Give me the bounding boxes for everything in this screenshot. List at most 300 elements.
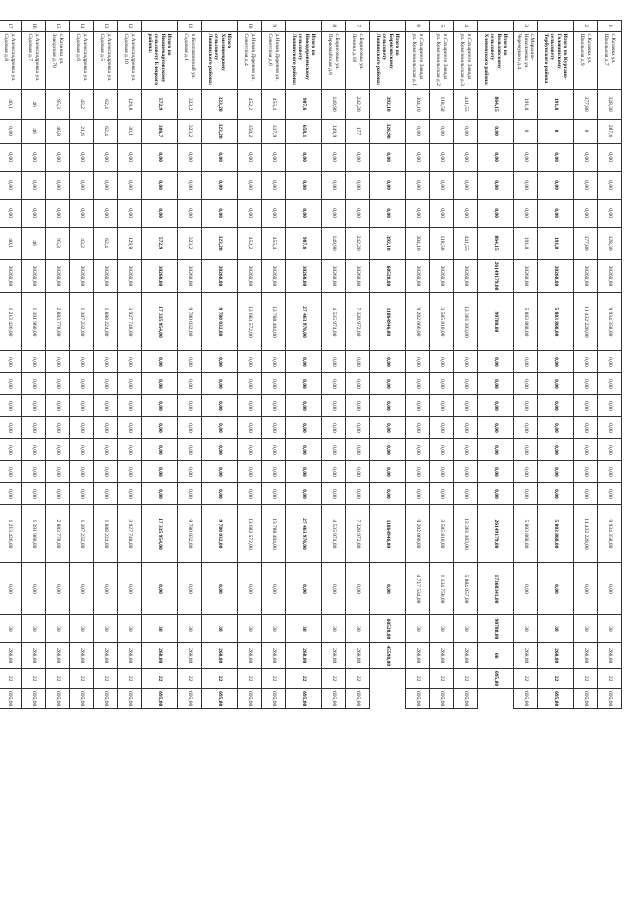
value-cell: 0,00 bbox=[454, 119, 478, 143]
value-cell: 0,00 bbox=[46, 483, 70, 505]
value-cell: 864,15 bbox=[478, 89, 514, 119]
value-cell: 9 780 032,00 bbox=[202, 293, 238, 351]
value-cell: 306,7 bbox=[142, 119, 178, 143]
value-cell: 0,00 bbox=[262, 417, 286, 439]
value-cell: 0,00 bbox=[346, 483, 370, 505]
value-cell: 0,00 bbox=[478, 483, 514, 505]
value-cell: 452,2 bbox=[238, 89, 262, 119]
value-cell: 22 bbox=[322, 669, 346, 689]
value-cell: 0,00 bbox=[430, 483, 454, 505]
value-cell: 0,00 bbox=[178, 171, 202, 199]
value-cell: 118,50 bbox=[430, 227, 454, 259]
value-cell: 30260,00 bbox=[22, 259, 46, 293]
value-cell: 0,00 bbox=[142, 563, 178, 615]
value-cell: 0,00 bbox=[118, 417, 142, 439]
value-cell: 695,00 bbox=[238, 689, 262, 709]
table-row bbox=[598, 21, 622, 709]
value-cell: 0,00 bbox=[454, 351, 478, 373]
value-cell: 0,00 bbox=[538, 563, 574, 615]
value-cell: 22 bbox=[118, 669, 142, 689]
value-cell: 0,00 bbox=[142, 461, 178, 483]
value-cell: 11 432 228,00 bbox=[574, 505, 598, 563]
value-cell: 4 535 974,00 bbox=[322, 505, 346, 563]
value-cell: 0,00 bbox=[538, 373, 574, 395]
value-cell: 0,00 bbox=[574, 373, 598, 395]
value-cell: 0,00 bbox=[94, 171, 118, 199]
row-number bbox=[538, 21, 574, 32]
value-cell: 0,00 bbox=[22, 373, 46, 395]
value-cell: 1 213 426,00 bbox=[0, 505, 22, 563]
value-cell: 0,00 bbox=[346, 373, 370, 395]
value-cell: 0,00 bbox=[346, 199, 370, 227]
value-cell: 0,00 bbox=[178, 395, 202, 417]
value-cell: 17368341,00 bbox=[478, 563, 514, 615]
value-cell: 0,00 bbox=[202, 563, 238, 615]
value-cell: 0,00 bbox=[538, 143, 574, 171]
value-cell: 62,4 bbox=[94, 227, 118, 259]
row-number: 3 bbox=[514, 21, 538, 32]
value-cell: 40,1 bbox=[0, 89, 22, 119]
value-cell: 0,00 bbox=[70, 461, 94, 483]
address-cell: п.Сахарного Завода ул. Комсомольская д.3 bbox=[454, 31, 478, 89]
value-cell: 0,00 bbox=[322, 199, 346, 227]
value-cell: 0,00 bbox=[598, 395, 622, 417]
value-cell: 0,00 bbox=[370, 143, 406, 171]
value-cell: 0,00 bbox=[46, 199, 70, 227]
value-cell: 260,00 bbox=[142, 643, 178, 669]
value-cell: 0,00 bbox=[430, 199, 454, 227]
value-cell: 0,00 bbox=[598, 483, 622, 505]
table-total-row bbox=[370, 21, 406, 709]
value-cell: 695,00 bbox=[406, 689, 430, 709]
value-cell: 11 432 228,00 bbox=[574, 293, 598, 351]
value-cell: 452,2 bbox=[238, 227, 262, 259]
value-cell: 0,00 bbox=[346, 395, 370, 417]
value-cell: 0,00 bbox=[346, 417, 370, 439]
value-cell: 242,20 bbox=[346, 89, 370, 119]
value-cell: 0,00 bbox=[538, 351, 574, 373]
value-cell: 0,00 bbox=[574, 461, 598, 483]
value-cell: 260,00 bbox=[598, 643, 622, 669]
value-cell: 0,00 bbox=[322, 417, 346, 439]
value-cell: 30 bbox=[346, 615, 370, 643]
value-cell: 22 bbox=[406, 669, 430, 689]
row-number: 7 bbox=[346, 21, 370, 32]
value-cell: 323,20 bbox=[202, 89, 238, 119]
row-number bbox=[142, 21, 178, 32]
value-cell: 0,00 bbox=[262, 143, 286, 171]
value-cell: 0,00 bbox=[118, 143, 142, 171]
value-cell: 9 934 358,00 bbox=[598, 505, 622, 563]
value-cell: 0,00 bbox=[94, 563, 118, 615]
value-cell: 0,00 bbox=[262, 395, 286, 417]
address-cell: д.Александровка ул. Садовая д.5 bbox=[94, 31, 118, 89]
value-cell: 0,00 bbox=[514, 171, 538, 199]
value-cell: 30260,00 bbox=[178, 259, 202, 293]
row-number: 15 bbox=[46, 21, 70, 32]
value-cell: 0,00 bbox=[346, 143, 370, 171]
value-cell: 4 717 534,00 bbox=[406, 563, 430, 615]
value-cell: 0,00 bbox=[178, 417, 202, 439]
value-cell: 0,00 bbox=[238, 373, 262, 395]
value-cell: 0,00 bbox=[514, 351, 538, 373]
value-cell: 1 888 224,00 bbox=[94, 505, 118, 563]
value-cell: 0,00 bbox=[286, 395, 322, 417]
value-cell: 0,00 bbox=[406, 395, 430, 417]
value-cell: 0,00 bbox=[430, 373, 454, 395]
address-cell: д.Новая Деревня ул. Советская д.4 bbox=[238, 31, 262, 89]
value-cell: 90780,00 bbox=[478, 293, 514, 351]
value-cell: 0,00 bbox=[286, 563, 322, 615]
value-cell: 0,00 bbox=[430, 395, 454, 417]
value-cell: 260,00 bbox=[574, 643, 598, 669]
value-cell: 0 bbox=[514, 119, 538, 143]
value-cell: 0,00 bbox=[238, 395, 262, 417]
value-cell: 46 bbox=[22, 227, 46, 259]
value-cell: 0,00 bbox=[118, 199, 142, 227]
value-cell: 0,00 bbox=[346, 171, 370, 199]
value-cell: 30260,00 bbox=[514, 259, 538, 293]
value-cell: 0,00 bbox=[0, 119, 22, 143]
value-cell: 0,00 bbox=[178, 351, 202, 373]
value-cell: 0,00 bbox=[370, 439, 406, 461]
value-cell: 0,00 bbox=[286, 171, 322, 199]
value-cell: 13 683 572,00 bbox=[238, 505, 262, 563]
value-cell: 30 bbox=[262, 615, 286, 643]
value-cell: 0,00 bbox=[370, 171, 406, 199]
value-cell: 0,00 bbox=[22, 563, 46, 615]
value-cell: 0,00 bbox=[406, 143, 430, 171]
value-cell: 30 bbox=[142, 615, 178, 643]
value-cell: 0,00 bbox=[94, 417, 118, 439]
value-cell: 0,00 bbox=[598, 373, 622, 395]
value-cell: 0,00 bbox=[0, 439, 22, 461]
value-cell: 2 883 778,00 bbox=[46, 505, 70, 563]
value-cell: 0,00 bbox=[322, 373, 346, 395]
table-row bbox=[322, 21, 346, 709]
table-row bbox=[514, 21, 538, 709]
value-cell: 0,00 bbox=[598, 199, 622, 227]
value-cell: 0,00 bbox=[202, 351, 238, 373]
value-cell: 0 bbox=[538, 119, 574, 143]
value-cell: 177 bbox=[346, 119, 370, 143]
table-row bbox=[0, 21, 22, 709]
value-cell: 0,00 bbox=[598, 417, 622, 439]
value-cell: 695,00 bbox=[70, 689, 94, 709]
value-cell: 0,00 bbox=[178, 199, 202, 227]
value-cell: 0,00 bbox=[370, 461, 406, 483]
value-cell: 3 585 810,00 bbox=[430, 293, 454, 351]
value-cell: 0,00 bbox=[574, 395, 598, 417]
value-cell: 0,00 bbox=[262, 461, 286, 483]
value-cell: 260,00 bbox=[430, 643, 454, 669]
value-cell: 4 535 974,00 bbox=[322, 293, 346, 351]
value-cell: 0,00 bbox=[598, 461, 622, 483]
table-row bbox=[346, 21, 370, 709]
value-cell: 30 bbox=[430, 615, 454, 643]
value-cell: 191,8 bbox=[538, 227, 574, 259]
value-cell: 260,00 bbox=[70, 643, 94, 669]
value-cell: 0,00 bbox=[286, 461, 322, 483]
address-cell: Итого Хмелинецкому сельсовету Лошинского района: bbox=[202, 31, 238, 89]
value-cell: 129,8 bbox=[118, 89, 142, 119]
value-cell: 864,15 bbox=[478, 227, 514, 259]
table-row bbox=[262, 21, 286, 709]
value-cell: 27 463 976,00 bbox=[286, 293, 322, 351]
value-cell: 695,00 bbox=[142, 689, 178, 709]
value-cell: 0,00 bbox=[142, 373, 178, 395]
table-row bbox=[178, 21, 202, 709]
value-cell: 0,00 bbox=[286, 483, 322, 505]
value-cell: 5 803 868,00 bbox=[538, 293, 574, 351]
value-cell: 95,3 bbox=[46, 227, 70, 259]
value-cell: 3 927 748,00 bbox=[118, 293, 142, 351]
value-cell: 260,00 bbox=[118, 643, 142, 669]
value-cell: 118,50 bbox=[430, 89, 454, 119]
value-cell: 0,00 bbox=[598, 439, 622, 461]
value-cell: 45590,00 bbox=[370, 643, 406, 669]
value-cell: 26149179,00 bbox=[478, 505, 514, 563]
value-cell: 13 361 303,00 bbox=[454, 505, 478, 563]
value-cell: 30260,00 bbox=[286, 259, 322, 293]
row-number: 12 bbox=[118, 21, 142, 32]
value-cell: 0,00 bbox=[430, 171, 454, 199]
value-cell: 30 bbox=[322, 615, 346, 643]
value-cell: 0,00 bbox=[46, 395, 70, 417]
row-number bbox=[478, 21, 514, 32]
value-cell: 30 bbox=[598, 615, 622, 643]
value-cell: 0,00 bbox=[574, 351, 598, 373]
value-cell: 0,00 bbox=[370, 373, 406, 395]
address-cell: с.Казачка ул. Школьная д.7 bbox=[598, 31, 622, 89]
value-cell: 0,00 bbox=[406, 373, 430, 395]
value-cell: 0,00 bbox=[478, 461, 514, 483]
value-cell: 260,00 bbox=[346, 643, 370, 669]
value-cell: 0,00 bbox=[238, 439, 262, 461]
value-cell: 0,00 bbox=[478, 119, 514, 143]
value-cell: 0,00 bbox=[574, 171, 598, 199]
value-cell: 0,00 bbox=[46, 439, 70, 461]
value-cell: 0,00 bbox=[598, 563, 622, 615]
value-cell: 328,30 bbox=[598, 89, 622, 119]
value-cell: 26149179,00 bbox=[478, 259, 514, 293]
value-cell: 5 884 057,00 bbox=[454, 563, 478, 615]
value-cell: 0,00 bbox=[430, 119, 454, 143]
value-cell: 0,00 bbox=[0, 417, 22, 439]
address-cell: д.Александровка ул. Садовая д.6 bbox=[70, 31, 94, 89]
value-cell: 0,00 bbox=[514, 483, 538, 505]
address-cell: Итого по Кургано-Головинскому сельсовету Тербунского района bbox=[538, 31, 574, 89]
value-cell: 0,00 bbox=[178, 483, 202, 505]
value-cell: 0,00 bbox=[118, 461, 142, 483]
data-table bbox=[0, 20, 622, 709]
value-cell: 0,00 bbox=[118, 171, 142, 199]
value-cell: 323,20 bbox=[202, 227, 238, 259]
value-cell: 0,00 bbox=[406, 351, 430, 373]
value-cell: 30 bbox=[538, 615, 574, 643]
value-cell: 0,00 bbox=[118, 351, 142, 373]
value-cell: 695,00 bbox=[94, 689, 118, 709]
value-cell: 0,00 bbox=[514, 143, 538, 171]
value-cell: 0,00 bbox=[118, 483, 142, 505]
address-cell: д.Александровка ул. Садовая д.10 bbox=[118, 31, 142, 89]
value-cell: 22 bbox=[514, 669, 538, 689]
value-cell: 30260,00 bbox=[118, 259, 142, 293]
value-cell: 695,00 bbox=[322, 689, 346, 709]
value-cell: 695,00 bbox=[262, 689, 286, 709]
value-cell: 60520,00 bbox=[370, 615, 406, 643]
value-cell: 22 bbox=[574, 669, 598, 689]
value-cell: 0,00 bbox=[70, 483, 94, 505]
value-cell: 0,00 bbox=[70, 199, 94, 227]
address-cell: п.Колпаковский ул. Садовая д.1 bbox=[178, 31, 202, 89]
value-cell: 9 780 032,00 bbox=[178, 293, 202, 351]
value-cell: 30260,00 bbox=[142, 259, 178, 293]
value-cell: 0,00 bbox=[286, 373, 322, 395]
value-cell: 0,00 bbox=[478, 417, 514, 439]
value-cell: 0,00 bbox=[538, 395, 574, 417]
value-cell: 0,00 bbox=[0, 483, 22, 505]
value-cell: 0,00 bbox=[322, 171, 346, 199]
value-cell: 907,6 bbox=[286, 227, 322, 259]
value-cell: 0,00 bbox=[0, 351, 22, 373]
value-cell: 0,00 bbox=[574, 199, 598, 227]
value-cell: 0,00 bbox=[46, 373, 70, 395]
value-cell: 95,3 bbox=[46, 89, 70, 119]
value-cell: 0,00 bbox=[142, 351, 178, 373]
value-cell: 30260,00 bbox=[262, 259, 286, 293]
value-cell: 0,00 bbox=[238, 171, 262, 199]
value-cell: 572,9 bbox=[142, 227, 178, 259]
value-cell: 1 307 232,00 bbox=[70, 505, 94, 563]
value-cell: 0,00 bbox=[238, 143, 262, 171]
value-cell: 0,00 bbox=[178, 143, 202, 171]
value-cell: 0,00 bbox=[142, 439, 178, 461]
value-cell: 30260,00 bbox=[406, 259, 430, 293]
value-cell: 0,00 bbox=[142, 199, 178, 227]
value-cell: 46,8 bbox=[46, 119, 70, 143]
value-cell: 377,80 bbox=[574, 227, 598, 259]
value-cell: 3 585 810,00 bbox=[430, 505, 454, 563]
value-cell: 0,00 bbox=[70, 563, 94, 615]
value-cell: 907,6 bbox=[286, 89, 322, 119]
row-number: 8 bbox=[322, 21, 346, 32]
value-cell: 0,00 bbox=[202, 483, 238, 505]
value-cell: 0,00 bbox=[370, 395, 406, 417]
value-cell: 0,00 bbox=[0, 563, 22, 615]
table-total-row bbox=[202, 21, 238, 709]
address-cell: Итого по Нижнекартовскому сельсовету Елецкого района: bbox=[142, 31, 178, 89]
value-cell: 30260,00 bbox=[598, 259, 622, 293]
value-cell: 22 bbox=[598, 669, 622, 689]
value-cell: 695,00 bbox=[346, 689, 370, 709]
value-cell: 0,00 bbox=[370, 199, 406, 227]
value-cell: 0,00 bbox=[454, 199, 478, 227]
value-cell: 0,00 bbox=[142, 417, 178, 439]
value-cell: 0,00 bbox=[46, 563, 70, 615]
value-cell: 21,6 bbox=[70, 119, 94, 143]
value-cell: 0,00 bbox=[22, 439, 46, 461]
value-cell: 30260,00 bbox=[430, 259, 454, 293]
value-cell: 13 780 404,00 bbox=[262, 505, 286, 563]
row-number: 16 bbox=[22, 21, 46, 32]
address-cell: с.Казинка ул. Заводская д.70 bbox=[46, 31, 70, 89]
value-cell: 0,00 bbox=[262, 199, 286, 227]
value-cell: 392,10 bbox=[370, 227, 406, 259]
value-cell: 0,00 bbox=[22, 417, 46, 439]
value-cell: 1 213 426,00 bbox=[0, 293, 22, 351]
value-cell: 0,00 bbox=[94, 461, 118, 483]
value-cell: 30 bbox=[202, 615, 238, 643]
value-cell: 30 bbox=[574, 615, 598, 643]
value-cell: 0,00 bbox=[346, 439, 370, 461]
value-cell: 0,00 bbox=[322, 563, 346, 615]
value-cell: 1 134 750,00 bbox=[430, 563, 454, 615]
address-cell: Итого по Борисовскому сельсовету Лошинского района: bbox=[370, 31, 406, 89]
table-total-row bbox=[286, 21, 322, 709]
value-cell: 0,00 bbox=[0, 395, 22, 417]
value-cell: 0,00 bbox=[322, 439, 346, 461]
value-cell: 0,00 bbox=[22, 395, 46, 417]
value-cell: 0,00 bbox=[46, 351, 70, 373]
value-cell: 0,00 bbox=[238, 461, 262, 483]
value-cell: 22 bbox=[22, 669, 46, 689]
value-cell: 0,00 bbox=[574, 143, 598, 171]
value-cell: 0,00 bbox=[430, 439, 454, 461]
value-cell: 13 683 572,00 bbox=[238, 293, 262, 351]
value-cell: 22 bbox=[538, 669, 574, 689]
value-cell: 260,00 bbox=[178, 643, 202, 669]
value-cell: 22 bbox=[286, 669, 322, 689]
value-cell: 1 307 232,00 bbox=[70, 293, 94, 351]
value-cell: 0,00 bbox=[406, 171, 430, 199]
value-cell: 149,90 bbox=[322, 89, 346, 119]
value-cell: 9 202 066,00 bbox=[406, 293, 430, 351]
value-cell: 0,00 bbox=[454, 439, 478, 461]
value-cell: 260,00 bbox=[94, 643, 118, 669]
value-cell: 22 bbox=[346, 669, 370, 689]
value-cell: 455,4 bbox=[262, 227, 286, 259]
value-cell: 22 bbox=[0, 669, 22, 689]
value-cell: 5 803 868,00 bbox=[538, 505, 574, 563]
value-cell: 695,00 bbox=[22, 689, 46, 709]
value-cell: 22 bbox=[70, 669, 94, 689]
table-row bbox=[238, 21, 262, 709]
value-cell: 0,00 bbox=[46, 143, 70, 171]
value-cell: 0,00 bbox=[118, 373, 142, 395]
value-cell: 1 888 224,00 bbox=[94, 293, 118, 351]
value-cell: 0,00 bbox=[454, 171, 478, 199]
value-cell: 0,00 bbox=[262, 439, 286, 461]
value-cell: 0,00 bbox=[94, 143, 118, 171]
value-cell: 317,9 bbox=[262, 119, 286, 143]
value-cell: 30260,00 bbox=[94, 259, 118, 293]
value-cell: 0,00 bbox=[430, 417, 454, 439]
value-cell: 0,00 bbox=[514, 199, 538, 227]
value-cell: 0,00 bbox=[46, 417, 70, 439]
value-cell: 62,4 bbox=[94, 89, 118, 119]
value-cell: 1 391 960,00 bbox=[22, 505, 46, 563]
value-cell: 30260,00 bbox=[70, 259, 94, 293]
value-cell: 0,00 bbox=[454, 143, 478, 171]
value-cell: 0,00 bbox=[370, 563, 406, 615]
value-cell: 0,00 bbox=[178, 439, 202, 461]
value-cell: 30 bbox=[406, 615, 430, 643]
value-cell: 30 bbox=[118, 615, 142, 643]
value-cell: 3 927 748,00 bbox=[118, 505, 142, 563]
row-number bbox=[286, 21, 322, 32]
value-cell: 0,00 bbox=[574, 439, 598, 461]
